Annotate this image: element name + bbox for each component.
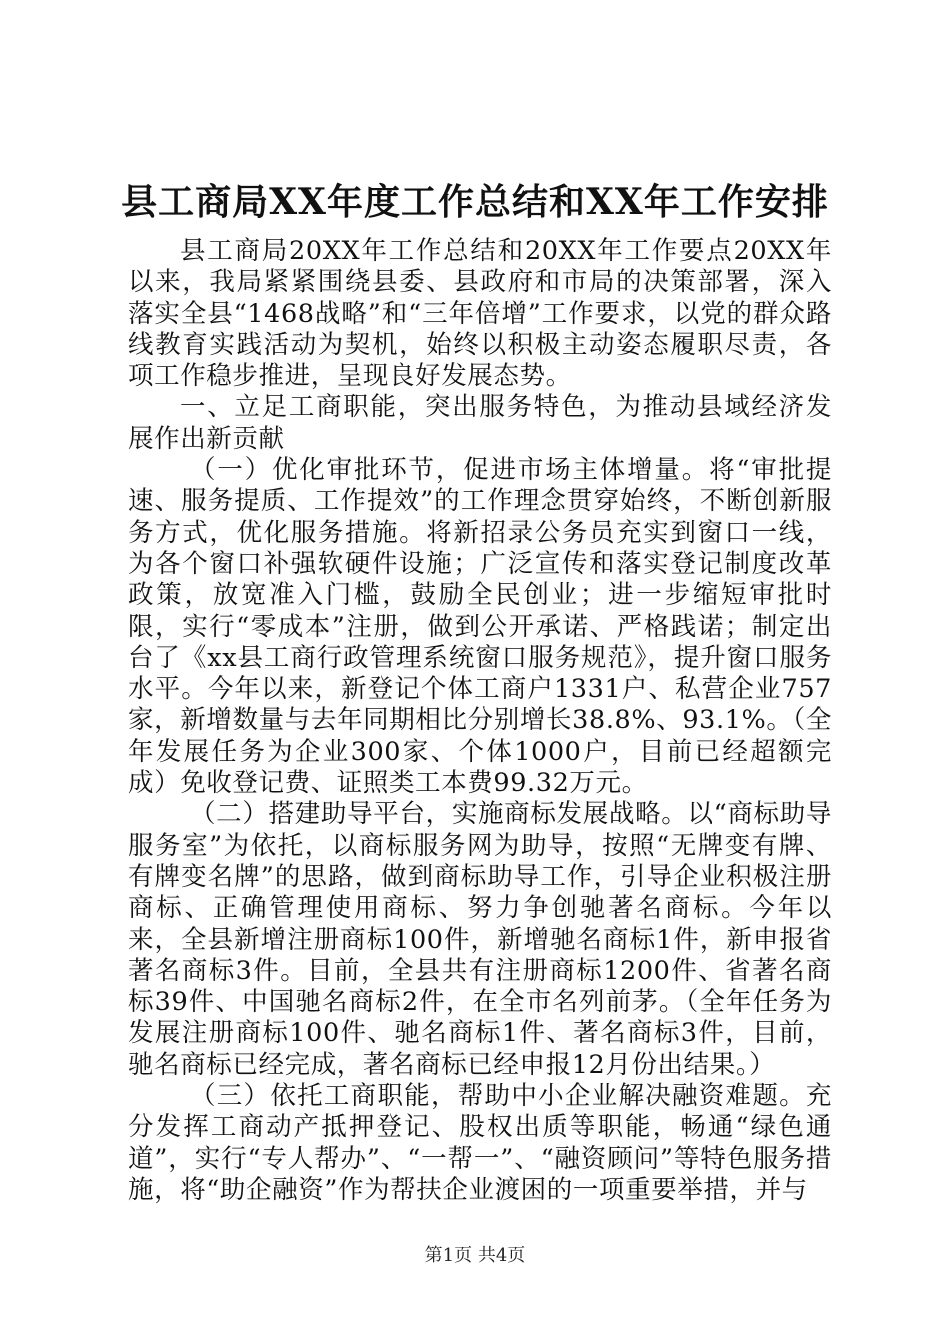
paragraph-item-3: （三）依托工商职能，帮助中小企业解决融资难题。充分发挥工商动产抵押登记、股权出质等职能，畅通“绿色通道”，实行“专人帮办”、“一帮一”、“融资顾问”等特色服务措施，将“助企融资”作为帮扶企业渡困的一项重要举措，并与 (128, 1081, 832, 1205)
section-heading-1: 一、立足工商职能，突出服务特色，为推动县域经济发展作出新贡献 (128, 392, 832, 454)
document-body (128, 236, 832, 1206)
page-number-footer: 第1页 共4页 (424, 1245, 526, 1266)
document-title: 县工商局XX年度工作总结和XX年工作安排 (121, 181, 829, 223)
paragraph-intro: 县工商局20XX年工作总结和20XX年工作要点20XX年以来，我局紧紧围绕县委、县政府和市局的决策部署，深入落实全县“1468战略”和“三年倍增”工作要求，以党的群众路线教育实践活动为契机，始终以积极主动姿态履职尽责，各项工作稳步推进，呈现良好发展态势。 (128, 236, 832, 392)
paragraph-item-1: （一）优化审批环节，促进市场主体增量。将“审批提速、服务提质、工作提效”的工作理念贯穿始终，不断创新服务方式，优化服务措施。将新招录公务员充实到窗口一线，为各个窗口补强软硬件设施；广泛宣传和落实登记制度改革政策，放宽准入门槛，鼓励全民创业；进一步缩短审批时限，实行“零成本”注册，做到公开承诺、严格践诺；制定出台了《xx县工商行政管理系统窗口服务规范》，提升窗口服务水平。今年以来，新登记个体工商户1331户、私营企业757家，新增数量与去年同期相比分别增长38.8%、93.1%。（全年发展任务为企业300家、个体1000户，目前已经超额完成）免收登记费、证照类工本费99.32万元。 (128, 455, 832, 799)
paragraph-item-2: （二）搭建助导平台，实施商标发展战略。以“商标助导服务室”为依托，以商标服务网为助导，按照“无牌变有牌、有牌变名牌”的思路，做到商标助导工作，引导企业积极注册商标、正确管理使用商标、努力争创驰著名商标。今年以来，全县新增注册商标100件，新增驰名商标1件，新申报省著名商标3件。目前，全县共有注册商标1200件、省著名商标39件、中国驰名商标2件，在全市名列前茅。（全年任务为发展注册商标100件、驰名商标1件、著名商标3件，目前，驰名商标已经完成，著名商标已经申报12月份出结果。） (128, 799, 832, 1080)
